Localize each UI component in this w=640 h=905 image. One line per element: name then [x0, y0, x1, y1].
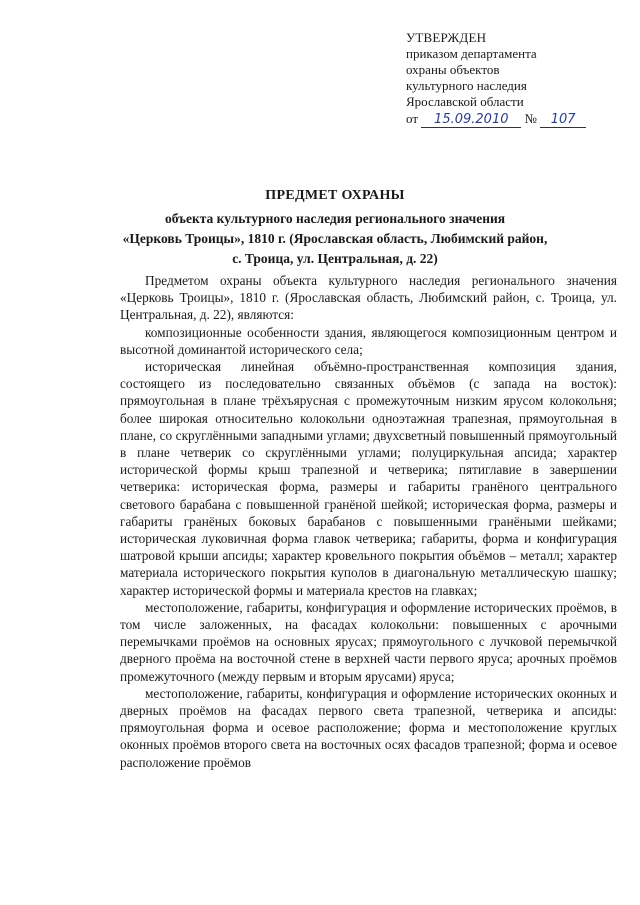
- approval-title: УТВЕРЖДЕН: [406, 30, 487, 45]
- heading-line: с. Троица, ул. Центральная, д. 22): [232, 251, 438, 266]
- body-paragraph: композиционные особенности здания, являющегося композиционным центром и высотной доминантой исторического села;: [120, 324, 617, 357]
- body-paragraph: историческая линейная объёмно-пространственная композиция здания, состоящего из последовательно связанных объёмов (с запада на восток): прямоугольная в плане трёхъярусная с промежуточным низким ярусом колокольня; более широкая относительно колокольни одноэтажная трапезная, прямоугольная в плане, со скруглёнными западными углами; двухсветный повышенный прямоугольный в плане четверик со скруглёнными углами; полуциркульная апсида; характер исторической формы крыш трапезной и четверика; пятиглавие в завершении четверика: историческая форма, размеры и габариты гранёного центрального светового барабана с повышенной гранёной шейкой; историческая форма, размеры и габариты гранёных боковых барабанов с повышенными гранёными шейками; историческая луковичная форма главок четверика; габариты, форма и конфигурация шатровой крыши апсиды; характер кровельного покрытия объёмов – металл; характер материала исторического покрытия куполов в диагональную металлическую шашку; характер исторической формы и материала крестов на главках;: [120, 359, 617, 598]
- handwritten-date: 15.09.2010: [421, 113, 521, 128]
- heading-title: ПРЕДМЕТ ОХРАНЫ: [265, 188, 405, 203]
- body-paragraph: местоположение, габариты, конфигурация и оформление исторических проёмов, в том числе заложенных, на фасадах колокольни: повышенных с арочными перемычками проёмов на основных ярусах; прямоугольного с лучковой перемычкой дверного проёма на восточной стене в верхней части первого яруса; арочных проёмов промежуточного (между первым и вторым ярусами) яруса;: [120, 599, 617, 684]
- body-paragraph: Предметом охраны объекта культурного наследия регионального значения «Церковь Троицы», 1810 г. (Ярославская область, Любимский район, с. Троица, ул. Центральная, д. 22), являются:: [120, 273, 617, 323]
- date-prefix: от: [406, 111, 419, 126]
- approval-stamp: [406, 30, 626, 128]
- heading-line: «Церковь Троицы», 1810 г. (Ярославская область, Любимский район,: [122, 231, 548, 246]
- body-paragraph: местоположение, габариты, конфигурация и оформление исторических оконных и дверных проёмов на фасадах первого света трапезной, четверика и апсиды: прямоугольная форма и осевое расположение; форма и местоположение круглых оконных проёмов второго света на восточных осях фасадов трапезной; форма и осевое расположение проёмов: [120, 685, 617, 770]
- approval-date-row: [406, 111, 626, 128]
- handwritten-number: 107: [540, 113, 586, 128]
- approval-line: культурного наследия: [406, 78, 527, 93]
- approval-line: приказом департамента: [406, 46, 537, 61]
- approval-line: Ярославской области: [406, 94, 524, 109]
- document-heading: [100, 187, 570, 269]
- number-label: №: [524, 111, 537, 126]
- heading-line: объекта культурного наследия регионального значения: [164, 211, 506, 226]
- document-body: [120, 272, 617, 771]
- approval-line: охраны объектов: [406, 62, 500, 77]
